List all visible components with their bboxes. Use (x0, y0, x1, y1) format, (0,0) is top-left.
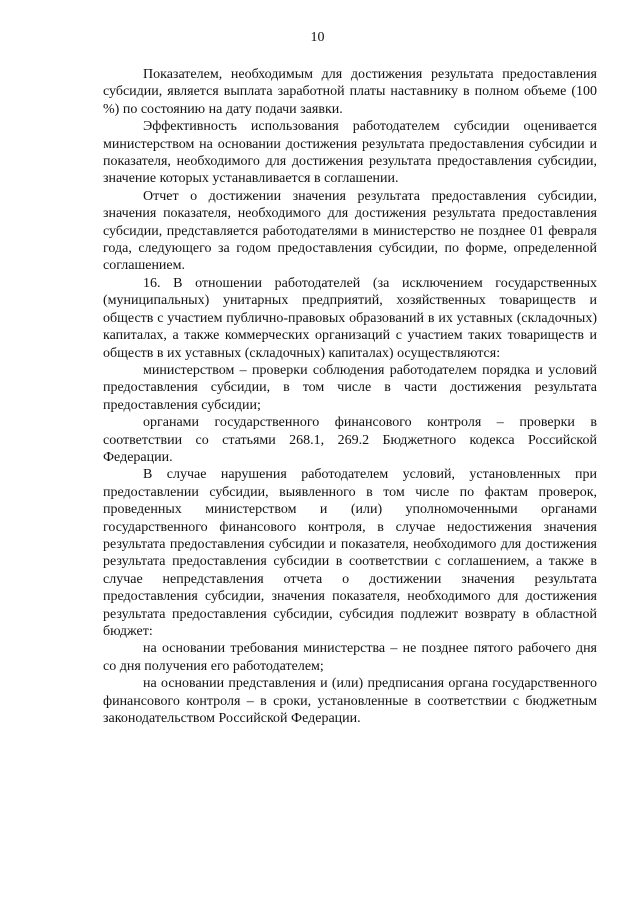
paragraph-section-16: 16. В отношении работодателей (за исключением государственных (муниципальных) унитарных предприятий, хозяйственных товариществ и обществ с участием публично-правовых образований в их уставных (складочных) капиталах, а также коммерческих организаций с участием таких товариществ и обществ в их уставных (складочных) капиталах) осуществляются: (103, 275, 597, 361)
paragraph-report: Отчет о достижении значения результата предоставления субсидии, значения показателя, необходимого для достижения результата предоставления субсидии, представляется работодателями в министерство не позднее 01 февраля года, следующего за годом предоставления субсидии, по форме, определенной соглашением. (103, 188, 597, 274)
paragraph-ministry-demand: на основании требования министерства – не позднее пятого рабочего дня со дня получения его работодателем; (103, 641, 597, 674)
paragraph-indicator: Показателем, необходимым для достижения результата предоставления субсидии, является выплата заработной платы наставнику в полном объеме (100 %) по состоянию на дату подачи заявки. (103, 67, 597, 117)
paragraph-control-order: на основании представления и (или) предписания органа государственного финансового контроля – в сроки, установленные в соответствии с бюджетным законодательством Российской Федерации. (103, 676, 597, 727)
paragraph-violation: В случае нарушения работодателем условий, установленных при предоставлении субсидии, выявленного в том числе по фактам проверок, проведенных министерством и (или) уполномоченными органами государственного финансового контроля, в случае недостижения значения результата предоставления субсидии и показателя, необходимого для достижения результата предоставления субсидии в соответствии с соглашением, а также в случае непредставления отчета о достижении значения результата предоставления субсидии, значения показателя, необходимого для достижения результата предоставления субсидии, субсидия подлежит возврату в областной бюджет: (103, 467, 597, 639)
paragraph-ministry-checks: министерством – проверки соблюдения работодателем порядка и условий предоставления субсидии, в том числе в части достижения результата предоставления субсидии; (103, 362, 597, 413)
document-body (103, 66, 597, 727)
paragraph-financial-control: органами государственного финансового контроля – проверки в соответствии со статьями 268.1, 269.2 Бюджетного кодекса Российской Федерации. (103, 415, 597, 465)
paragraph-efficiency: Эффективность использования работодателем субсидии оценивается министерством на основании достижения результата предоставления субсидии и показателя, необходимого для достижения результата предоставления субсидии, значение которых устанавливается в соглашении. (103, 119, 597, 187)
page-number: 10 (310, 30, 325, 45)
